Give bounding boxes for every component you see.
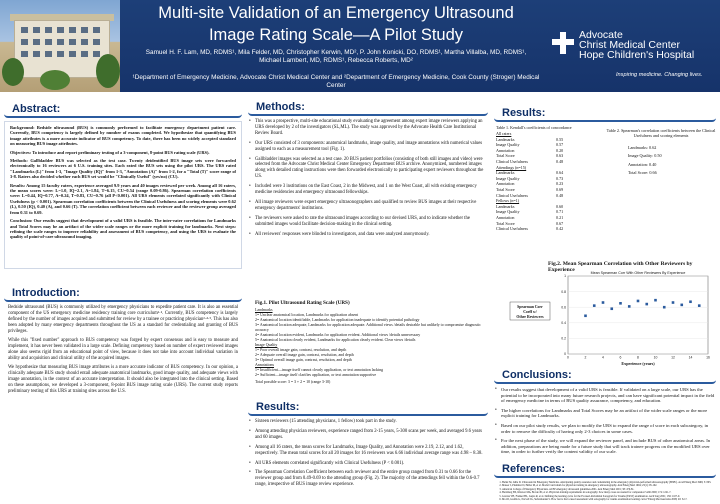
conclusions-bullet: • Based on our pilot study results, we plan to modify the URS to expand the range of score in each subcategory, in order to remove the difficulty of having only 2-3 choices in some cases. — [494, 423, 716, 434]
x-tick-label: 14 — [688, 355, 693, 360]
figure-2-title: Fig.2. Mean Spearman Correlation with Other Reviewers by Experience — [548, 261, 693, 273]
conclusions-bullet: • The higher correlations for Landmarks and Total Scores may be an artifact of the wider scale ranges or the more explicit training for Landmarks. — [494, 408, 716, 419]
results-bullet: • Among all 16 raters, the mean scores for Landmarks, Image Quality, and Annotation were 2.19, 2.12, and 1.62, respectively. The mean total scores for all 20 images for 16 reviewers was 6.66 individual average range was 4.98 – 8.38. — [248, 445, 488, 457]
table-cell-label: Total Score — [496, 220, 515, 226]
table-2-spearman: Table 2. Spearman's correlation coefficients between the Clinical Usefulness and scoring elements Landmarks: 0.62 Image Quality: 0.50 Annotation: 0.40 Total Score: 0.66 — [606, 128, 716, 178]
table-cell-value: 0.48 — [556, 192, 564, 198]
table-cell-label: Landmarks — [496, 136, 515, 142]
reference-item: 5. Gracias VH, Frankel HL, Gupta R, et al. Defining the learning curve for the Focused Abdominal Sonogram for Trauma (FAST) examination. Arch Surg 2001; 136: 1107-9. — [502, 495, 716, 498]
table-cell-value: 0.42 — [556, 226, 564, 232]
methods-bullet: • The reviewers were asked to rate the ultrasound images according to our devised URS, and to indicate whether the submitted images would facilitate decision-making in the clinical setting. — [248, 216, 488, 228]
table-group-label: All raters — [496, 131, 512, 136]
methods-bullet: • Gallbladder images was selected as a test case. 20 BUS patient portfolios (consisting of both still images and video) were selected from the Advocate Christ Medical Center Emergency Department BUS archive. Anonymized, numbered images along with detailed rating instructions were then forwarded electronically to participating expert reviewers throughout the US. — [248, 157, 488, 181]
table-cell-value: 0.23 — [556, 181, 564, 187]
table-cell-label: Image Quality — [496, 209, 520, 215]
methods-bullet: • Included were 3 institutions on the East Coast, 2 in the Midwest, and 1 on the West Coast, all with existing emergency medicine residencies and emergency ultrasound fellowships. — [248, 184, 488, 196]
scale-line: 3= Anatomical location adequate, Landmarks for application adequate. Additional views /details desirable but unlikely to compromise diagnostic accuracy — [255, 323, 481, 332]
author-list: Samuel H. F. Lam, MD, RDMS¹, Mila Felder, MD, Christopher Kerwin, MD², P. John Konicki, DO, RDMS¹, Martha Villalba, MD, RDMS¹, Michael Lambert, MD, RDMS¹, Rebecca Roberts, MD² — [145, 49, 527, 65]
table-cell-label: Clinical Usefulness — [496, 226, 528, 232]
methods-bullet: • All image reviewers were expert emergency ultrasonographers and qualified to review BUS images at their respective emergency departments' institutions. — [248, 200, 488, 212]
references-section — [494, 462, 716, 501]
title-line-1: Multi-site Validation of an Emergency Ultrasound — [158, 4, 514, 22]
table-cell-value: 0.55 — [556, 136, 564, 142]
reference-item: 4. Hertzberg BS, Kliewer MA, Bowie JD, et al. Physician training requirements in sonography: how many cases are needed for competence? AJR 2000; 174: 1221-7. — [502, 491, 716, 494]
x-axis-label: Experience (years) — [621, 361, 655, 366]
data-point — [654, 299, 657, 302]
data-point — [584, 314, 587, 317]
results-heading-right: Results: — [494, 106, 716, 122]
scale-line: 2= Sufficient—image itself clarifies application, or text annotation supportive — [255, 373, 377, 377]
y-tick-label: 0 — [564, 352, 566, 357]
data-point — [637, 300, 640, 303]
table-cell-label: Clinical Usefulness — [496, 192, 528, 198]
data-point — [689, 300, 692, 303]
data-point — [680, 304, 683, 307]
reference-item: 6. Ma OJ, Gaddis G, Norvell JG, Subramanian S. How fast is the focused assessment with sonography for trauma examination learning curve? Emerg Med Australas 2008; 20: 32-7. — [502, 498, 716, 501]
data-point — [593, 304, 596, 307]
references-heading: References: — [494, 462, 716, 478]
figure-1-rating-scale: Fig.1. Pilot Ultrasound Rating Scale (URS) Landmarks 1= Unclear anatomical location, Landmarks for application absent 2= Anatomical location identifiable, Landmarks for application inadequate to identify potential pathology 3= Anatomical location adequate, Landmarks for application adequate. Additional views /details desirable but unlikely to compromise diagnostic accuracy 4= Anatomical location evident, Landmarks for application evident. Additional views /details unnecessary 5= Anatomical location clearly evident, Landmarks for application clearly evident. Clear views /details Image Quality 1= Poor overall image gain, contrast, resolution, and depth 2= Adequate overall image gain, contrast, resolution, and depth 3= Optimal overall image gain, contrast, resolution, and depth Annotations 1= Insufficient—image itself cannot clearly application, or text annotation lacking 2= Sufficient—image itself clarifies application, or text annotation supportive Total possible score: 3 = 3 + 2 = 10 (range 3-10) — [255, 300, 485, 385]
affiliations: ¹Department of Emergency Medicine, Advocate Christ Medical Center and ²Department of Emergency Medicine, Cook County (Stroger) Medical Center — [132, 74, 540, 90]
data-point — [672, 301, 675, 304]
y-axis-label-line: Coeff w/ — [523, 310, 537, 314]
table-row: Image Quality: 0.50 — [628, 153, 662, 159]
reference-item: 2. Mateer J, Plummer D, Heller M, et al. Model Curriculum for physician training in emergency ultrasonography. Ann Emerg Med 1994; 23(1): 95-102. — [502, 484, 716, 487]
data-point — [698, 304, 701, 307]
y-axis-label-line: Spearman Corr — [517, 305, 543, 309]
y-tick-label: 1 — [564, 274, 566, 279]
scale-line: 5= Anatomical location clearly evident, Landmarks for application clearly evident. Clear views /details — [255, 338, 416, 342]
data-point — [645, 303, 648, 306]
y-axis-label-line: Other Reviewers — [516, 315, 544, 319]
table-cell-value: 0.48 — [556, 158, 564, 164]
data-point — [628, 305, 631, 308]
table-cell-label: Annotation — [496, 147, 515, 153]
table-cell-value: 0.63 — [556, 153, 564, 159]
table-cell-label: Image Quality — [496, 142, 520, 148]
results-bullet: • Among attending physician reviewers, experience ranged from 2-15 years, 5-300 scans per week, and averaged 9.6 years and 60 images. — [248, 429, 488, 441]
poster-title — [126, 2, 546, 46]
scale-line: 4= Anatomical location evident, Landmarks for application evident. Additional views /details unnecessary — [255, 333, 421, 337]
conclusions-heading: Conclusions: — [494, 368, 716, 384]
table-cell-label: Annotation — [496, 181, 515, 187]
y-tick-label: 0.4 — [561, 321, 566, 325]
scale-line: 1= Poor overall image gain, contrast, resolution, and depth — [255, 348, 347, 352]
table-cell-value: 0.21 — [556, 214, 564, 220]
table-row: Landmarks: 0.62 — [628, 145, 657, 150]
reference-item: 1. Heller M, Jehle D. Ultrasound in Emergency Medicine. Anticipating quality assurance and credentialing in the emergency physician-performed ultrasonography (EPPU). Acad Emerg Med 1996; 3: 803. — [502, 481, 716, 484]
x-tick-label: 2 — [584, 355, 587, 360]
x-tick-label: 8 — [637, 355, 639, 360]
scale-line: 3= Optimal overall image gain, contrast, resolution, and depth — [255, 358, 352, 362]
table-cell-value: 0.20 — [556, 147, 564, 153]
table-cell-label: Landmarks — [496, 170, 515, 176]
x-tick-label: 0 — [567, 355, 569, 360]
y-tick-label: 0.8 — [561, 289, 566, 294]
abstract-section — [4, 102, 242, 269]
methods-bullet: • All reviewers' responses were blinded to investigators, and data were analyzed anonymously. — [248, 232, 488, 238]
table-cell-value: 0.67 — [556, 220, 564, 226]
abstract-heading: Abstract: — [4, 102, 242, 118]
results-section-right — [494, 106, 716, 125]
results-bullet: • Sixteen reviewers (15 attending physicians, 1 fellow) took part in the study. — [248, 419, 488, 425]
data-point — [619, 302, 622, 305]
table-cell-label: Image Quality — [496, 175, 520, 181]
introduction-heading: Introduction: — [4, 286, 242, 302]
x-tick-label: 6 — [619, 355, 622, 360]
reference-item: 3. American College of Emergency Physicians. ACEP emergency ultrasound guidelines-2001. Ann Emerg Med 2001; 38: 470-81. — [502, 488, 716, 491]
scale-line: 1= Insufficient—image itself cannot clearly application, or text annotation lacking — [255, 368, 384, 372]
table-cell-label: Total Score — [496, 153, 515, 159]
table-cell-label: Landmarks — [496, 203, 515, 209]
table-cell-value: 0.71 — [556, 209, 564, 215]
cross-icon — [552, 32, 574, 54]
scale-line: 2= Adequate overall image gain, contrast, resolution, and depth — [255, 353, 354, 357]
results-heading-left: Results: — [248, 400, 488, 416]
y-tick-label: 0.6 — [561, 305, 566, 310]
scale-line: 2= Anatomical location identifiable, Landmarks for application inadequate to identify potential pathology — [255, 318, 420, 322]
table-cell-value: 0.64 — [556, 170, 564, 176]
results-bullet: • All URS elements correlated significantly with Clinical Usefulness (P < 0.001). — [248, 461, 488, 467]
chart-title: Mean Spearman Corr With Other Reviewers By Experience — [590, 271, 686, 275]
introduction-section: Introduction: Bedside ultrasound (BUS) is commonly utilized by emergency physicians to expedite patient care. It is also an essential component of the US emergency medicine residency training core curriculum¹·². Currently, BUS competency is largely defined by the number of images acquired and submitted for review by a trainee or practicing physician³·⁴·⁵. This has also been adopted by many emergency departments throughout the US as a standard for credentialing and granting of BUS privileges. While this "fixed number" approach to BUS competency was forged by expert consensus and is easy to measure and implement, it has never been validated in a large scale. Defining competency based on number of expert reviewed images alone also seems rigid from an educational point of view, because it does not take into account individual variation in ability and acquisition and clinical utility of the acquired images. We hypothesize that measuring BUS image attributes is a more accurate indicator of BUS competency. In our opinion, a clinically adequate BUS study should entail adequate anatomical landmarks, good image quality, and adequate views with image annotation, in the context of an accurate interpretation. It should also be integrated into the clinical setting. Based on these assumptions, we developed a 3-component, 8-point BUS image rating scale (URS). The current study reports preliminary testing of this URS at training sites across the U.S. — [4, 286, 242, 398]
table-cell-value: 0.73 — [556, 175, 564, 181]
table-row: Total Score: 0.66 — [628, 170, 657, 176]
data-point — [602, 301, 605, 304]
table-group-label: Attendings (n=15) — [496, 164, 527, 170]
results-list — [248, 419, 488, 488]
figure-2-scatter-chart — [496, 268, 716, 368]
results-bullet: • The Spearman Correlation Coefficient between each reviewer and the entire group ranged from 0.31 to 0.66 for the reviewer group and from 0.49-0.69 to the attending group (Fig. 2). The majority of the attendings fell within the 0.6-0.7 range, irrespective of BUS image review experience. — [248, 470, 488, 488]
data-point — [663, 306, 666, 309]
abstract-body: Background: Bedside ultrasound (BUS) is commonly performed to facilitate emergency department patient care. Currently, BUS competency is largely defined by number of exams completed. We hypothesize that quantifying BUS image attributes is a more accurate indicator of BUS competency. To date, there has been no widely accepted standard on measuring BUS image attributes. Objectives: To introduce and report preliminary testing of a 3-component, 8-point BUS rating scale (URS). Methods: Gallbladder BUS was selected as the test case. Twenty deidentified BUS image sets were forwarded electronically to 16 reviewers at 6 U.S. training sites. Each rated the BUS sets using the pilot URS. The URS rated "Landmarks (L)" from 1-3, "Image Quality (IQ)" from 1-3, "Annotation (A)" from 1-2, for a "Total (T)" score range of 3-8. Raters also decided whether each BUS set would be "Clinically Useful" (yes/no) (CU). Results: Among 15 faculty raters, experience averaged 9.9 years and 40 images reviewed per week. Among all 16 raters, the mean scores were: L=1.0, IQ=2.1, A=1.84, T=6.15, CU=0.54 (range 0.09-0.86). Spearman correlation coefficients were: L=0.44, IQ=0.77, A=0.24, T=0.83, CU=0.76 (all P<0.001). All URS elements correlated significantly with Clinical Usefulness (p < 0.001). Spearman correlation coefficients between the Clinical Usefulness and scoring elements were 0.62 (L), 0.50 (IQ), 0.40 (A), and 0.66 (T). The correlation coefficient between each reviewer and the reviewer group averaged from 0.31 to 0.69. Conclusion: Our results suggest that development of a valid URS is feasible. The inter-rater correlations for Landmarks and Total Scores may be an artifact of the wider scale ranges or the more explicit training for landmarks. Next steps: refining the scale ranges to improve reliability and assessment of BUS competency, and using the URS to evaluate the quality of point-of-care ultrasound imaging. — [4, 121, 242, 269]
x-tick-label: 12 — [671, 355, 675, 360]
conclusions-list — [494, 387, 716, 455]
advocate-logo: Advocate Christ Medical Center Hope Children's Hospital Inspiring medicine. Changing lives. — [552, 30, 718, 90]
conclusions-bullet: • For the next phase of the study, we will expand the reviewer panel, and include BUS of other anatomical areas. In addition, preparations are being made for a future study that will track trainee progress on the modified URS over time, in order to further verify the content validity of our scale. — [494, 438, 716, 455]
conclusions-bullet: • Our results suggest that development of a valid URS is feasible. If validated on a large scale, our URS has the potential to be incorporated into many future research projects, and can have significant potential impact in the field of emergency medicine in terms of BUS quality assurance, competency, and education. — [494, 387, 716, 404]
hospital-photo — [0, 0, 120, 92]
table-cell-label: Total Score — [496, 186, 515, 192]
title-line-2: Image Rating Scale—A Pilot Study — [208, 26, 464, 44]
table-cell-value: 0.57 — [556, 142, 564, 148]
data-point — [610, 307, 613, 310]
table-group-label: Fellows (n=1) — [496, 198, 520, 204]
references-list — [494, 481, 716, 501]
x-tick-label: 10 — [653, 355, 658, 360]
table-cell-value: 0.60 — [556, 203, 564, 209]
methods-section — [248, 100, 488, 242]
x-tick-label: 16 — [706, 355, 710, 360]
methods-bullet: • Our URS consisted of 3 components: anatomical landmarks, image quality, and image annotations with numerical values assigned to each as a measurement tool (Fig. 1). — [248, 141, 488, 153]
conclusions-section — [494, 368, 716, 459]
methods-heading: Methods: — [248, 100, 488, 116]
table-row: Annotation: 0.40 — [628, 161, 657, 167]
plot-area — [568, 276, 708, 354]
scale-line: 1= Unclear anatomical location, Landmarks for application absent — [255, 313, 359, 317]
methods-bullet: • This was a prospective, multi-site educational study evaluating the agreement among expert image reviewers applying an URS developed by 2 of the investigators (SL,ML). The study was approved by the Advocate Health Care Institutional Review Board. — [248, 119, 488, 137]
results-section-left — [248, 400, 488, 492]
table-cell-label: Annotation — [496, 214, 515, 220]
x-tick-label: 4 — [602, 355, 604, 360]
y-tick-label: 0.2 — [561, 336, 566, 341]
table-cell-label: Clinical Usefulness — [496, 158, 528, 164]
methods-list — [248, 119, 488, 238]
table-cell-value: 0.69 — [556, 186, 564, 192]
poster-header — [0, 0, 720, 92]
table-row — [496, 226, 604, 232]
table-1-kendall: Table 1. Kendall's coefficients of concordance All raters Landmarks 0.55 Image Quality 0.57 Annotation 0.20 Total Score 0.63 Clinical Usefulness 0.48 Attendings (n=15) Landmarks 0.64 Image Quality 0.73 Annotation 0.23 Total Score 0.69 Clinical Usefulness 0.48 Fellows (n=1) Landmarks 0.60 Image Quality 0.71 Annotation 0.21 Total Score 0.67 Clinical Usefulness 0.42 — [496, 125, 604, 232]
